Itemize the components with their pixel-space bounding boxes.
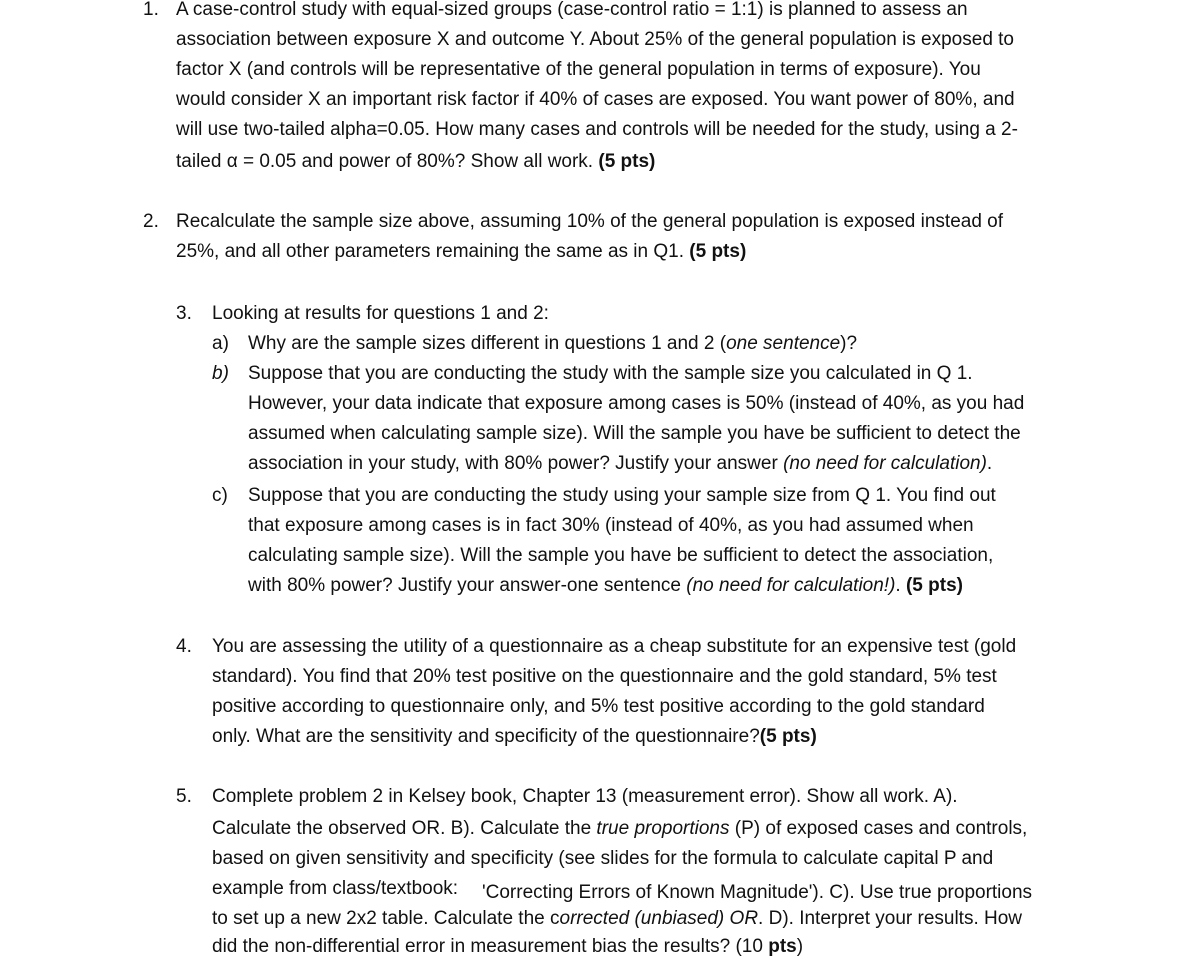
question-3c-line: that exposure among cases is in fact 30% (instead of 40%, as you had assumed when <box>248 515 974 536</box>
question-1-points: (5 pts) <box>598 151 656 172</box>
question-3b-label: b) <box>212 363 229 384</box>
question-5-line: based on given sensitivity and specificity (see slides for the formula to calculate capital P and <box>212 848 994 869</box>
question-2-number: 2. <box>143 211 159 232</box>
question-5-line: Complete problem 2 in Kelsey book, Chapter 13 (measurement error). Show all work. A). <box>212 786 958 807</box>
question-2-points: (5 pts) <box>689 241 747 262</box>
question-5-line: to set up a new 2x2 table. Calculate the corrected (unbiased) OR. D). Interpret your results. How <box>212 908 1023 929</box>
question-4-line: standard). You find that 20% test positive on the questionnaire and the gold standard, 5% test <box>212 666 997 687</box>
question-2-line: 25%, and all other parameters remaining the same as in Q1. (5 pts) <box>176 241 747 262</box>
question-1-line: A case-control study with equal-sized groups (case-control ratio = 1:1) is planned to assess an <box>176 0 968 20</box>
question-3b-line: However, your data indicate that exposure among cases is 50% (instead of 40%, as you had <box>248 393 1025 414</box>
question-1-last-line: tailed α = 0.05 and power of 80%? Show all work. (5 pts) <box>176 151 656 172</box>
question-4-number: 4. <box>176 636 192 657</box>
question-3-number: 3. <box>176 303 192 324</box>
question-5-line: did the non-differential error in measurement bias the results? (10 pts) <box>212 936 804 957</box>
question-5-line: example from class/textbook: <box>212 878 459 899</box>
question-5-number: 5. <box>176 786 192 807</box>
question-4-points: (5 pts) <box>759 726 817 747</box>
question-1-line: would consider X an important risk factor if 40% of cases are exposed. You want power of 80%, and <box>176 89 1015 110</box>
question-3a-label: a) <box>212 333 229 354</box>
question-4-line: You are assessing the utility of a questionnaire as a cheap substitute for an expensive test (gold <box>212 636 1017 657</box>
question-1-line: association between exposure X and outcome Y. About 25% of the general population is exposed to <box>176 29 1015 50</box>
question-5-line: Calculate the observed OR. B). Calculate the true proportions (P) of exposed cases and controls, <box>212 818 1028 839</box>
question-3b-last-line: association in your study, with 80% power? Justify your answer (no need for calculation). <box>248 453 993 474</box>
question-5-line: 'Correcting Errors of Known Magnitude'). C). Use true proportions <box>482 882 1033 903</box>
question-3c-label: c) <box>212 485 228 506</box>
question-3c-last-line: with 80% power? Justify your answer-one sentence (no need for calculation!). (5 pts) <box>248 575 963 596</box>
question-1-number: 1. <box>143 0 159 20</box>
question-3-points: (5 pts) <box>905 575 963 596</box>
question-3b-line: assumed when calculating sample size). Will the sample you have be sufficient to detect the <box>248 423 1021 444</box>
question-2-line: Recalculate the sample size above, assuming 10% of the general population is exposed instead of <box>176 211 1004 232</box>
question-3a-text: Why are the sample sizes different in questions 1 and 2 (one sentence)? <box>248 333 858 354</box>
question-1-line: factor X (and controls will be representative of the general population in terms of exposure). You <box>176 59 981 80</box>
question-3c-line: Suppose that you are conducting the study using your sample size from Q 1. You find out <box>248 485 996 506</box>
question-3-intro: Looking at results for questions 1 and 2: <box>212 303 549 324</box>
question-4-line: positive according to questionnaire only, and 5% test positive according to the gold standard <box>212 696 985 717</box>
question-4-last-line: only. What are the sensitivity and specificity of the questionnaire?(5 pts) <box>212 726 817 747</box>
question-1-line: will use two-tailed alpha=0.05. How many cases and controls will be needed for the study, using a 2- <box>176 119 1018 140</box>
question-3b-line: Suppose that you are conducting the study with the sample size you calculated in Q 1. <box>248 363 973 384</box>
question-3c-line: calculating sample size). Will the sample you have be sufficient to detect the association, <box>248 545 994 566</box>
